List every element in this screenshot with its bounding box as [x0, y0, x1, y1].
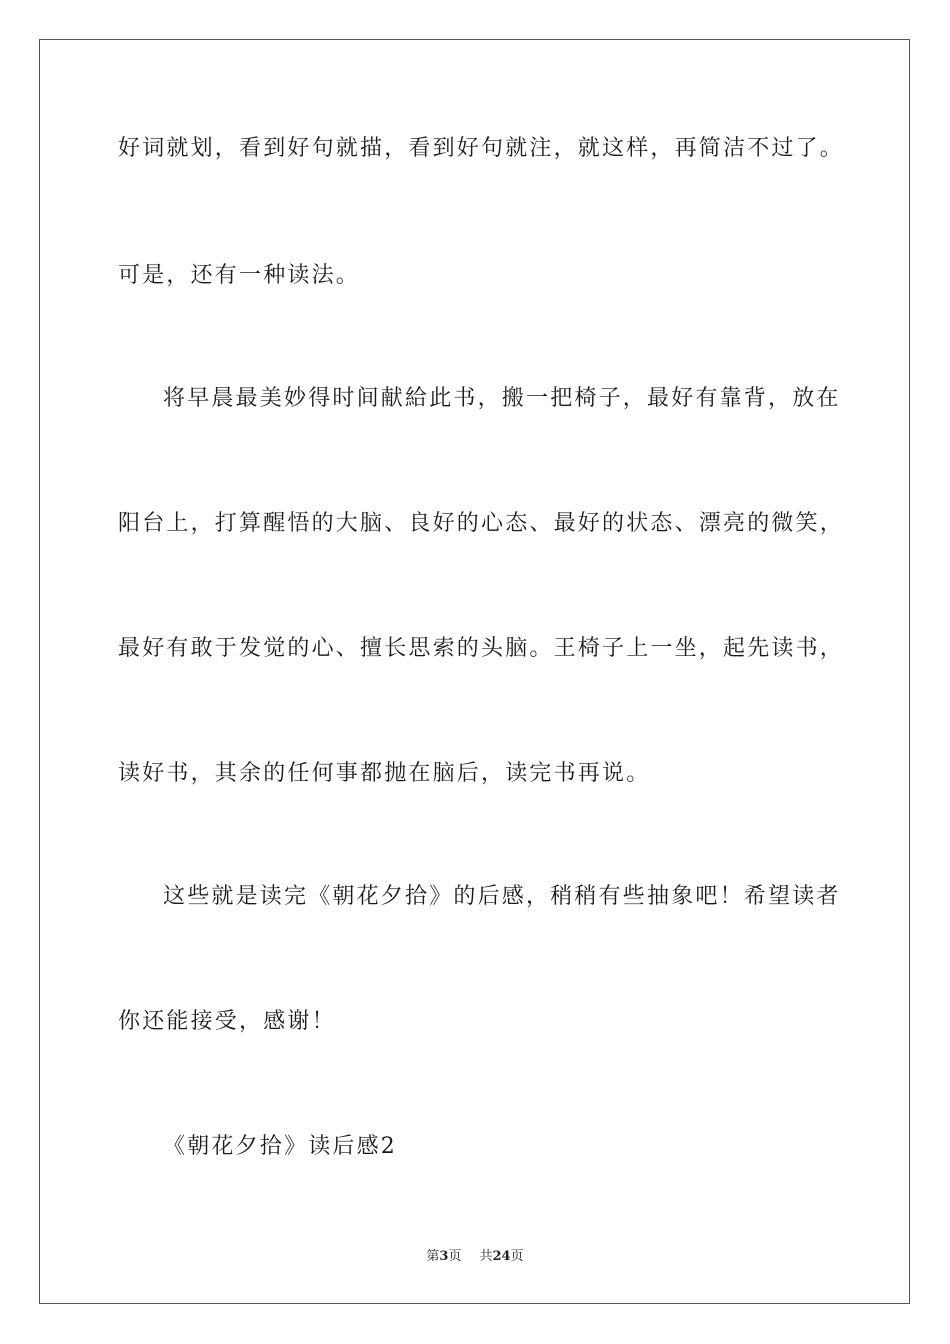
footer-total-pages: 24 [492, 1249, 511, 1264]
text-line-1: 好词就划，看到好句就描，看到好句就注，就这样，再简洁不过了。 [118, 136, 845, 161]
page-footer [0, 1248, 950, 1266]
section-heading: 《朝花夕拾》读后感2 [163, 1134, 397, 1159]
paragraph-start-line-3: 将早晨最美妙得时间献給此书，搬一把椅子，最好有靠背，放在 [163, 386, 841, 411]
paragraph-start-line-7: 这些就是读完《朝花夕拾》的后感，稍稍有些抽象吧！希望读者 [163, 884, 841, 909]
page-frame [39, 39, 910, 1304]
text-line-8: 你还能接受，感谢！ [118, 1009, 336, 1034]
text-line-5: 最好有敢于发觉的心、擅长思索的头脑。王椅子上一坐，起先读书， [118, 636, 845, 661]
footer-total-prefix: 共 [479, 1249, 493, 1264]
footer-page-suffix: 页 [448, 1249, 462, 1264]
footer-page-prefix: 第 [426, 1249, 440, 1264]
footer-total-suffix: 页 [510, 1249, 524, 1264]
text-line-2: 可是，还有一种读法。 [118, 263, 361, 288]
footer-page-number: 3 [439, 1249, 449, 1264]
text-line-6: 读好书，其余的任何事都抛在脑后，读完书再说。 [118, 761, 651, 786]
text-line-4: 阳台上，打算醒悟的大脑、良好的心态、最好的状态、漂亮的微笑， [118, 511, 845, 536]
